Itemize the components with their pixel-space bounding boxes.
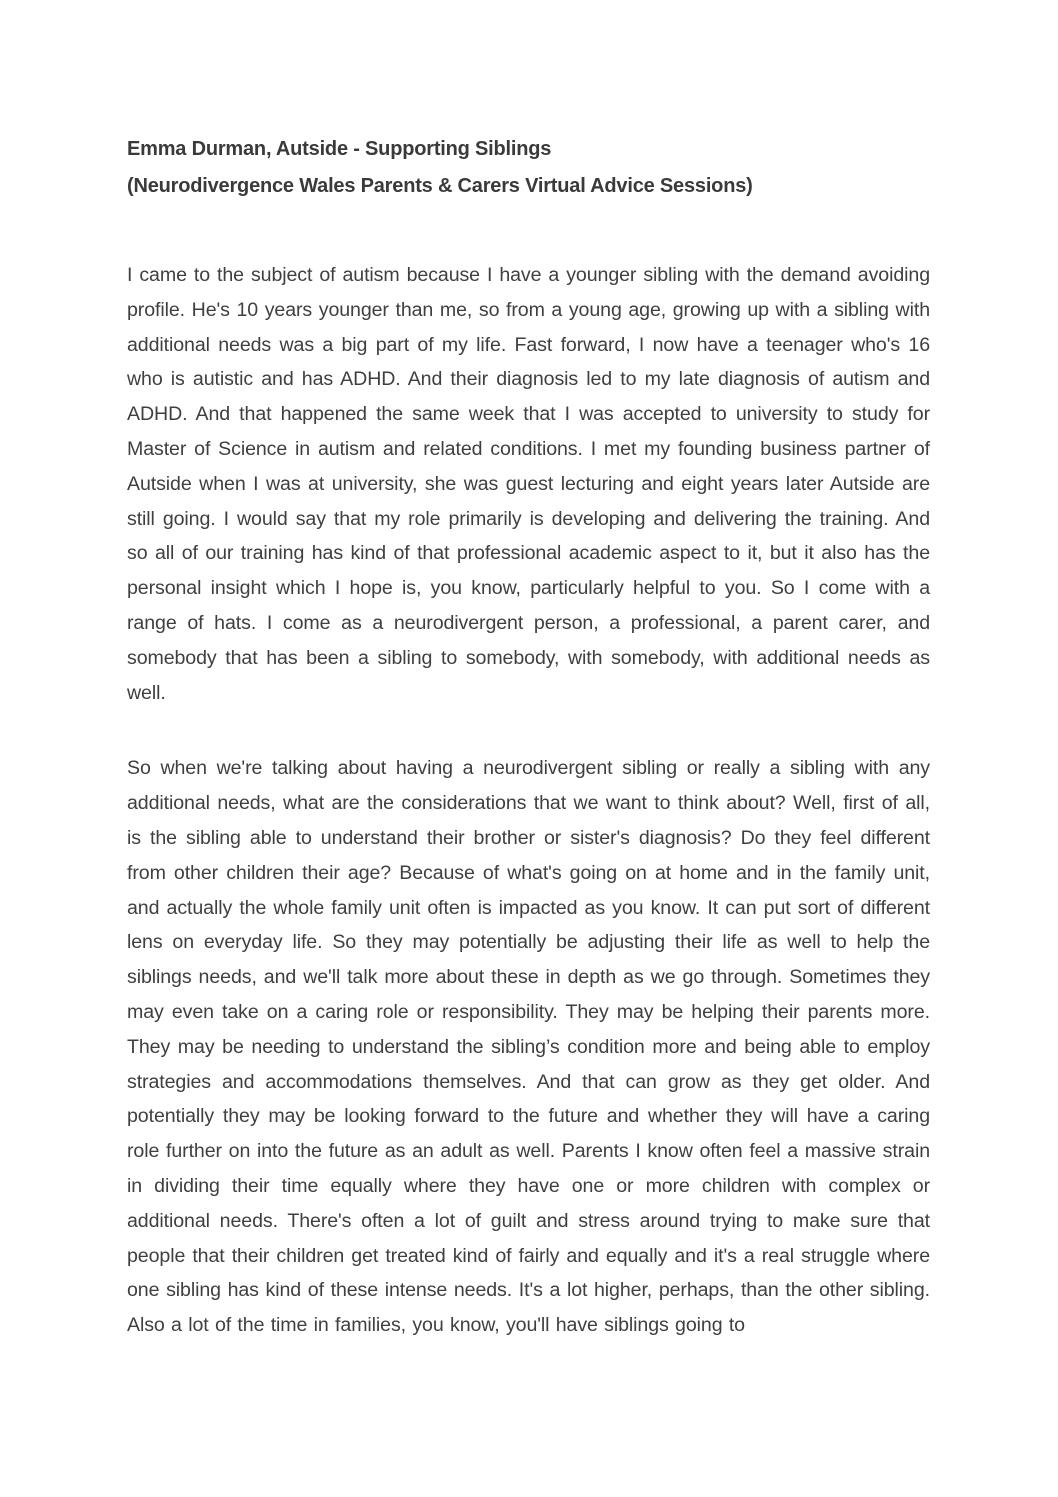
document-body	[127, 258, 930, 1343]
document-content	[127, 131, 930, 1343]
document-title-line-2: (Neurodivergence Wales Parents & Carers Virtual Advice Sessions)	[127, 175, 753, 197]
paragraph-2: So when we're talking about having a neurodivergent sibling or really a sibling with any additional needs, what are the considerations that we want to think about? Well, first of all, is the sibling able to understand their brother or sister's diagnosis? Do they feel different from other children their age? Because of what's going on at home and in the family unit, and actually the whole family unit often is impacted as you know. It can put sort of different lens on everyday life. So they may potentially be adjusting their life as well to help the siblings needs, and we'll talk more about these in depth as we go through. Sometimes they may even take on a caring role or responsibility. They may be helping their parents more. They may be needing to understand the sibling’s condition more and being able to employ strategies and accommodations themselves. And that can grow as they get older. And potentially they may be looking forward to the future and whether they will have a caring role further on into the future as an adult as well. Parents I know often feel a massive strain in dividing their time equally where they have one or more children with complex or additional needs. There's often a lot of guilt and stress around trying to make sure that people that their children get treated kind of fairly and equally and it's a real struggle where one sibling has kind of these intense needs. It's a lot higher, perhaps, than the other sibling. Also a lot of the time in families, you know, you'll have siblings going to	[127, 757, 930, 1337]
document-title	[127, 131, 930, 205]
paragraph-1: I came to the subject of autism because I have a younger sibling with the demand avoiding profile. He's 10 years younger than me, so from a young age, growing up with a sibling with additional needs was a big part of my life. Fast forward, I now have a teenager who's 16 who is autistic and has ADHD. And their diagnosis led to my late diagnosis of autism and ADHD. And that happened the same week that I was accepted to university to study for Master of Science in autism and related conditions. I met my founding business partner of Autside when I was at university, she was guest lecturing and eight years later Autside are still going. I would say that my role primarily is developing and delivering the training. And so all of our training has kind of that professional academic aspect to it, but it also has the personal insight which I hope is, you know, particularly helpful to you. So I come with a range of hats. I come as a neurodivergent person, a professional, a parent carer, and somebody that has been a sibling to somebody, with somebody, with additional needs as well.	[127, 264, 930, 704]
document-title-line-1: Emma Durman, Autside - Supporting Siblings	[127, 138, 552, 160]
